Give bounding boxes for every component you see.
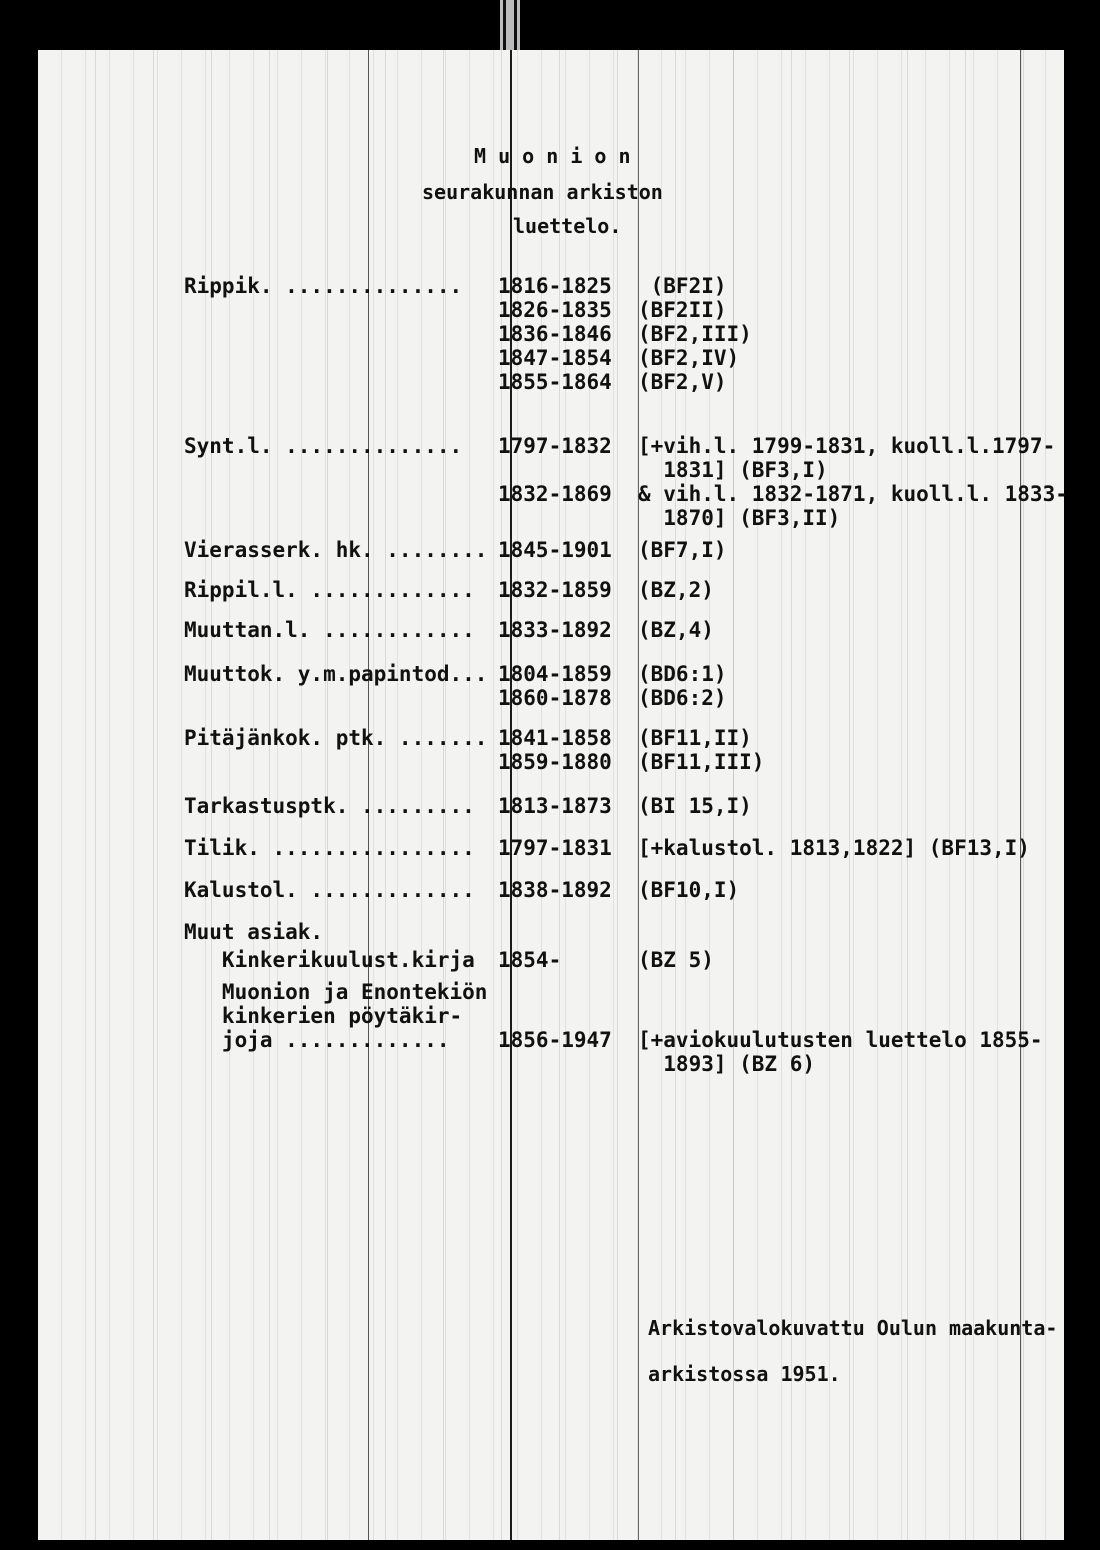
entry-dates: 1854- bbox=[498, 948, 562, 972]
title-line-3: luettelo. bbox=[513, 214, 622, 238]
entry-dates: 1832-1859 bbox=[498, 578, 612, 602]
entry-ref: [+vih.l. 1799-1831, kuoll.l.1797- bbox=[638, 434, 1056, 458]
title-line-1: M u o n i o n bbox=[474, 144, 631, 168]
entry-ref: (BZ 5) bbox=[638, 948, 714, 972]
entry-ref: 1870] (BF3,II) bbox=[638, 506, 841, 530]
entry-dates: 1833-1892 bbox=[498, 618, 612, 642]
entry-ref: (BF10,I) bbox=[638, 878, 740, 902]
entry-ref: (BF2I) bbox=[638, 274, 727, 298]
entry-dates: 1797-1831 bbox=[498, 836, 612, 860]
entry-ref: (BD6:2) bbox=[638, 686, 727, 710]
entry-dates: 1836-1846 bbox=[498, 322, 612, 346]
entry-label: Muuttok. y.m.papintod... bbox=[184, 662, 488, 686]
entry-ref: [+aviokuulutusten luettelo 1855- bbox=[638, 1028, 1043, 1052]
entry-ref: (BD6:1) bbox=[638, 662, 727, 686]
entry-label: Kinkerikuulust.kirja bbox=[184, 948, 475, 972]
entry-dates: 1841-1858 bbox=[498, 726, 612, 750]
entry-dates: 1859-1880 bbox=[498, 750, 612, 774]
entry-ref: (BI 15,I) bbox=[638, 794, 752, 818]
entry-dates: 1845-1901 bbox=[498, 538, 612, 562]
entry-ref: (BF2,III) bbox=[638, 322, 752, 346]
footer-line-1: Arkistovalokuvattu Oulun maakunta- bbox=[648, 1316, 1058, 1340]
footer-line-2: arkistossa 1951. bbox=[648, 1362, 841, 1386]
entry-ref: 1893] (BZ 6) bbox=[638, 1052, 816, 1076]
entry-dates: 1826-1835 bbox=[498, 298, 612, 322]
entry-dates: 1816-1825 bbox=[498, 274, 612, 298]
entry-dates: 1804-1859 bbox=[498, 662, 612, 686]
entry-dates: 1832-1869 bbox=[498, 482, 612, 506]
entry-dates: 1860-1878 bbox=[498, 686, 612, 710]
entry-ref: [+kalustol. 1813,1822] (BF13,I) bbox=[638, 836, 1030, 860]
entry-dates: 1838-1892 bbox=[498, 878, 612, 902]
title-line-2: seurakunnan arkiston bbox=[422, 180, 663, 204]
entry-label: Vierasserk. hk. ........ bbox=[184, 538, 488, 562]
entry-label: Kalustol. ............. bbox=[184, 878, 475, 902]
entry-label: Tilik. ................ bbox=[184, 836, 475, 860]
entry-ref: 1831] (BF3,I) bbox=[638, 458, 828, 482]
entry-ref: (BZ,2) bbox=[638, 578, 714, 602]
entry-label: Muut asiak. bbox=[184, 920, 324, 944]
entry-label: kinkerien pöytäkir- bbox=[184, 1004, 463, 1028]
entry-ref: & vih.l. 1832-1871, kuoll.l. 1833- bbox=[638, 482, 1068, 506]
entry-ref: (BF7,I) bbox=[638, 538, 727, 562]
entry-label: joja ............. bbox=[184, 1028, 450, 1052]
entry-label: Tarkastusptk. ......... bbox=[184, 794, 475, 818]
entry-label: Rippik. .............. bbox=[184, 274, 463, 298]
entry-ref: (BF2II) bbox=[638, 298, 727, 322]
entry-ref: (BF2,V) bbox=[638, 370, 727, 394]
entry-ref: (BF2,IV) bbox=[638, 346, 740, 370]
entry-dates: 1855-1864 bbox=[498, 370, 612, 394]
entry-ref: (BF11,III) bbox=[638, 750, 765, 774]
entry-label: Pitäjänkok. ptk. ....... bbox=[184, 726, 488, 750]
entry-label: Rippil.l. ............. bbox=[184, 578, 475, 602]
entry-label: Muuttan.l. ............ bbox=[184, 618, 475, 642]
entry-dates: 1797-1832 bbox=[498, 434, 612, 458]
entry-ref: (BF11,II) bbox=[638, 726, 752, 750]
document-page bbox=[38, 50, 1068, 1540]
entry-label: Synt.l. .............. bbox=[184, 434, 463, 458]
entry-dates: 1856-1947 bbox=[498, 1028, 612, 1052]
entry-label: Muonion ja Enontekiön bbox=[184, 980, 488, 1004]
entry-dates: 1813-1873 bbox=[498, 794, 612, 818]
entry-dates: 1847-1854 bbox=[498, 346, 612, 370]
entry-ref: (BZ,4) bbox=[638, 618, 714, 642]
